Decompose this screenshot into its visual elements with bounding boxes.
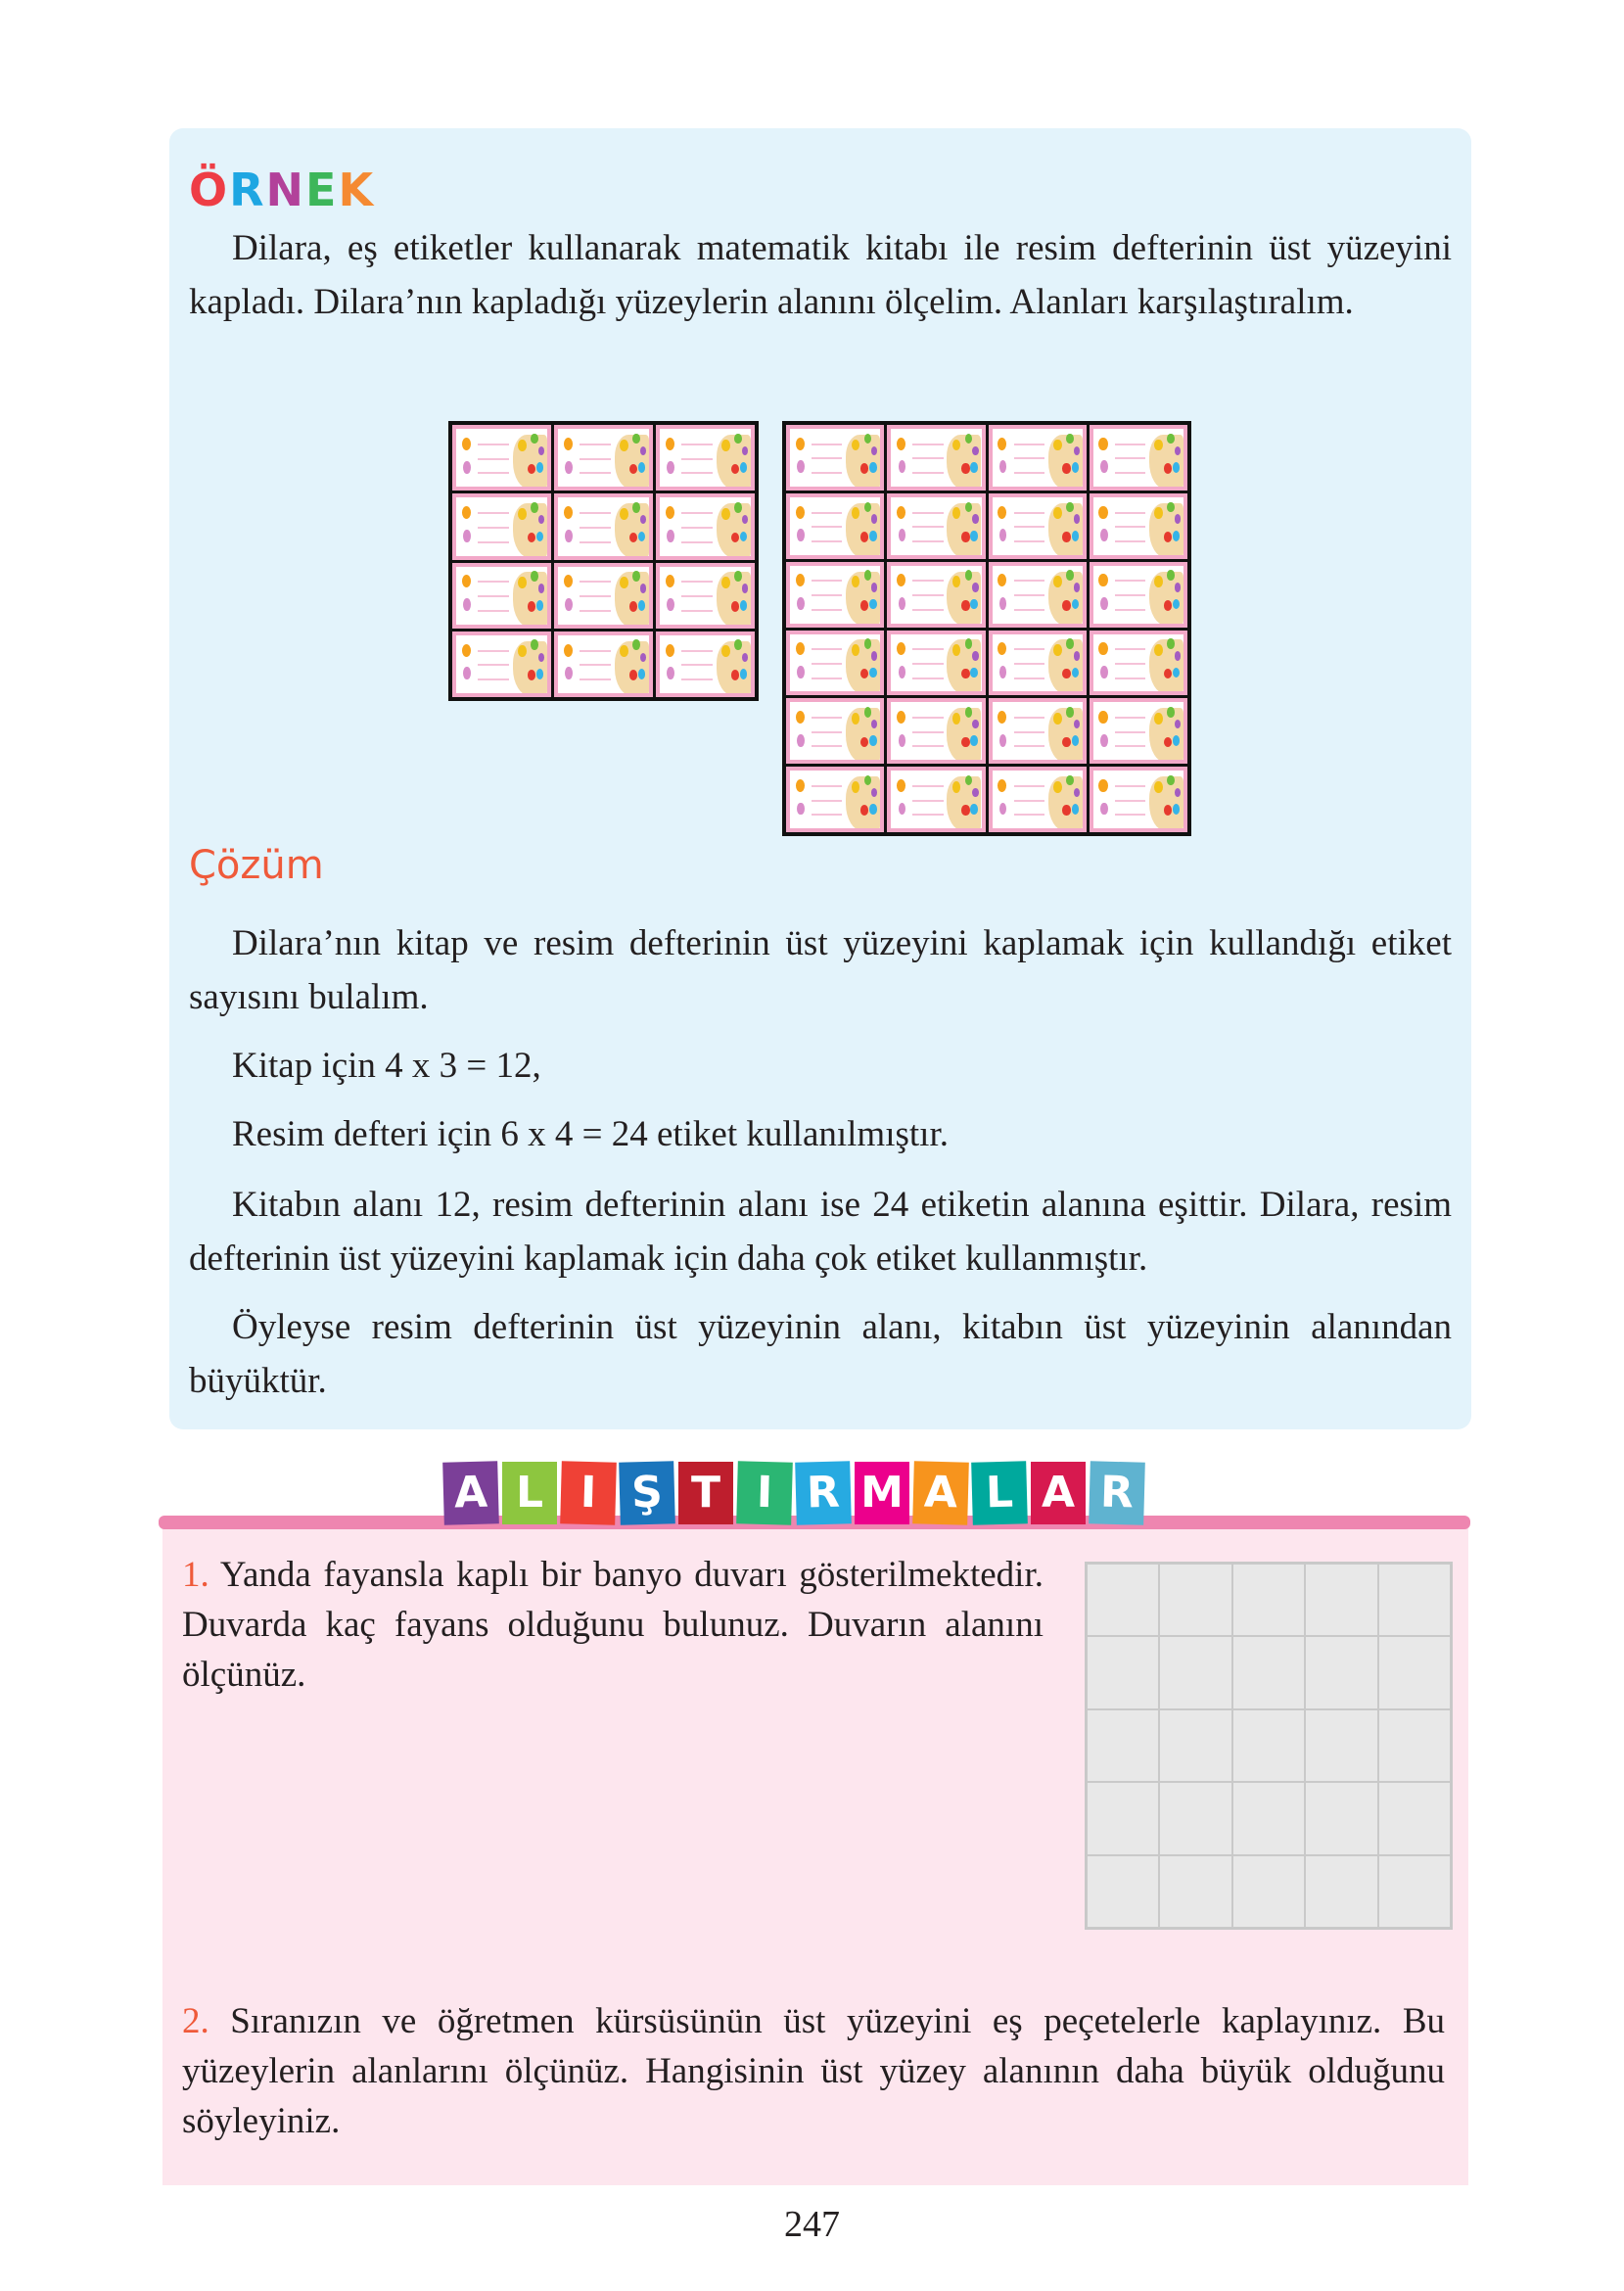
label-sticker <box>887 631 985 696</box>
title-letter-tile: R <box>795 1461 852 1524</box>
wall-tile <box>1305 1709 1377 1782</box>
title-letter-tile: Ş <box>619 1461 675 1524</box>
title-letter-tile: L <box>971 1461 1028 1524</box>
label-sticker <box>989 562 1087 628</box>
title-letter-tile: A <box>1031 1462 1086 1524</box>
example-heading <box>189 164 375 216</box>
title-letter-tile: A <box>442 1461 499 1524</box>
label-sticker <box>786 425 884 491</box>
heading-letter: R <box>229 164 266 216</box>
exercise-text: Sıranızın ve öğretmen kürsüsünün üst yüzeyini eş peçetelerle kaplayınız. Bu yüzeylerin alanlarını ölçünüz. Hangisinin üst yüzey alanının daha büyük olduğunu söyleyiniz. <box>182 2001 1446 2141</box>
title-letter-tile: I <box>560 1461 617 1524</box>
book-label-grid <box>448 421 759 701</box>
label-sticker <box>786 698 884 764</box>
solution-paragraph-5: Öyleyse resim defterinin üst yüzeyinin alanı, kitabın üst yüzeyinin alanından büyüktür. <box>189 1307 1452 1401</box>
exercise-text: Yanda fayansla kaplı bir banyo duvarı gösterilmektedir. Duvarda kaç fayans olduğunu bulunuz. Duvarın alanını ölçünüz. <box>182 1555 1044 1695</box>
label-sticker <box>989 425 1087 491</box>
wall-tile <box>1232 1709 1305 1782</box>
label-sticker <box>554 425 653 491</box>
label-sticker <box>1090 425 1187 491</box>
label-sticker <box>1090 767 1187 832</box>
label-sticker <box>1090 493 1187 559</box>
exercise-number: 2. <box>182 2001 209 2041</box>
label-sticker <box>554 493 653 559</box>
wall-tile <box>1087 1564 1159 1636</box>
wall-tile <box>1232 1564 1305 1636</box>
label-sticker <box>452 493 551 559</box>
heading-letter: Ö <box>189 164 230 216</box>
label-sticker <box>887 767 985 832</box>
wall-tile <box>1087 1782 1159 1854</box>
wall-tile <box>1159 1782 1231 1854</box>
wall-tile <box>1378 1709 1451 1782</box>
wall-tile <box>1378 1782 1451 1854</box>
label-sticker <box>452 563 551 629</box>
heading-letter: E <box>305 164 339 216</box>
title-letter-tile: T <box>678 1462 733 1524</box>
wall-tile <box>1232 1855 1305 1928</box>
label-sticker <box>656 563 755 629</box>
solution-heading: Çözüm <box>189 843 324 888</box>
wall-tile <box>1305 1564 1377 1636</box>
title-letter-tile: R <box>1089 1461 1145 1524</box>
label-sticker <box>1090 631 1187 696</box>
wall-tile <box>1378 1636 1451 1708</box>
wall-tile <box>1378 1564 1451 1636</box>
wall-tile <box>1305 1782 1377 1854</box>
exercise-1 <box>182 1550 1044 1700</box>
label-sticker <box>656 631 755 697</box>
example-intro: Dilara, eş etiketler kullanarak matematik kitabı ile resim defterinin üst yüzeyini kapladı. Dilara’nın kapladığı yüzeylerin alanını ölçelim. Alanları karşılaştıralım. <box>189 228 1452 322</box>
label-sticker <box>452 631 551 697</box>
label-sticker <box>1090 698 1187 764</box>
wall-tile <box>1305 1855 1377 1928</box>
solution-paragraph-1: Dilara’nın kitap ve resim defterinin üst yüzeyini kaplamak için kullandığı etiket sayısını bulalım. <box>189 923 1452 1017</box>
wall-tile <box>1159 1855 1231 1928</box>
label-sticker <box>554 563 653 629</box>
label-sticker <box>786 562 884 628</box>
label-sticker <box>554 631 653 697</box>
exercises-title <box>443 1462 1144 1524</box>
label-sticker <box>656 493 755 559</box>
exercise-number: 1. <box>182 1555 209 1595</box>
label-sticker <box>887 562 985 628</box>
label-sticker <box>989 767 1087 832</box>
wall-tile <box>1232 1636 1305 1708</box>
notebook-label-grid <box>782 421 1191 836</box>
wall-tile <box>1087 1709 1159 1782</box>
label-sticker <box>989 698 1087 764</box>
title-letter-tile: M <box>855 1462 909 1524</box>
solution-paragraph-3: Resim defteri için 6 x 4 = 24 etiket kullanılmıştır. <box>232 1114 949 1154</box>
wall-tile <box>1159 1564 1231 1636</box>
wall-tile <box>1087 1855 1159 1928</box>
label-sticker <box>786 631 884 696</box>
page-number: 247 <box>784 2204 840 2245</box>
heading-letter: K <box>338 164 376 216</box>
label-sticker <box>1090 562 1187 628</box>
example-box <box>169 128 1471 1429</box>
wall-tile <box>1305 1636 1377 1708</box>
label-sticker <box>887 698 985 764</box>
wall-tile <box>1378 1855 1451 1928</box>
exercise-2 <box>182 1996 1445 2146</box>
label-sticker <box>786 767 884 832</box>
title-letter-tile: L <box>502 1462 557 1524</box>
label-sticker <box>887 425 985 491</box>
solution-paragraph-4: Kitabın alanı 12, resim defterinin alanı ise 24 etiketin alanına eşittir. Dilara, resim defterinin üst yüzeyini kaplamak için daha çok etiket kullanmıştır. <box>189 1185 1452 1279</box>
title-letter-tile: A <box>912 1461 969 1524</box>
label-sticker <box>656 425 755 491</box>
wall-tile <box>1232 1782 1305 1854</box>
label-sticker <box>452 425 551 491</box>
heading-letter: N <box>265 164 306 216</box>
label-sticker <box>989 631 1087 696</box>
label-sticker <box>887 493 985 559</box>
solution-paragraph-2: Kitap için 4 x 3 = 12, <box>232 1046 541 1086</box>
wall-tile <box>1159 1636 1231 1708</box>
title-letter-tile: I <box>736 1461 793 1524</box>
label-sticker <box>786 493 884 559</box>
wall-tile <box>1159 1709 1231 1782</box>
bathroom-tile-wall <box>1085 1562 1453 1930</box>
label-sticker <box>989 493 1087 559</box>
wall-tile <box>1087 1636 1159 1708</box>
